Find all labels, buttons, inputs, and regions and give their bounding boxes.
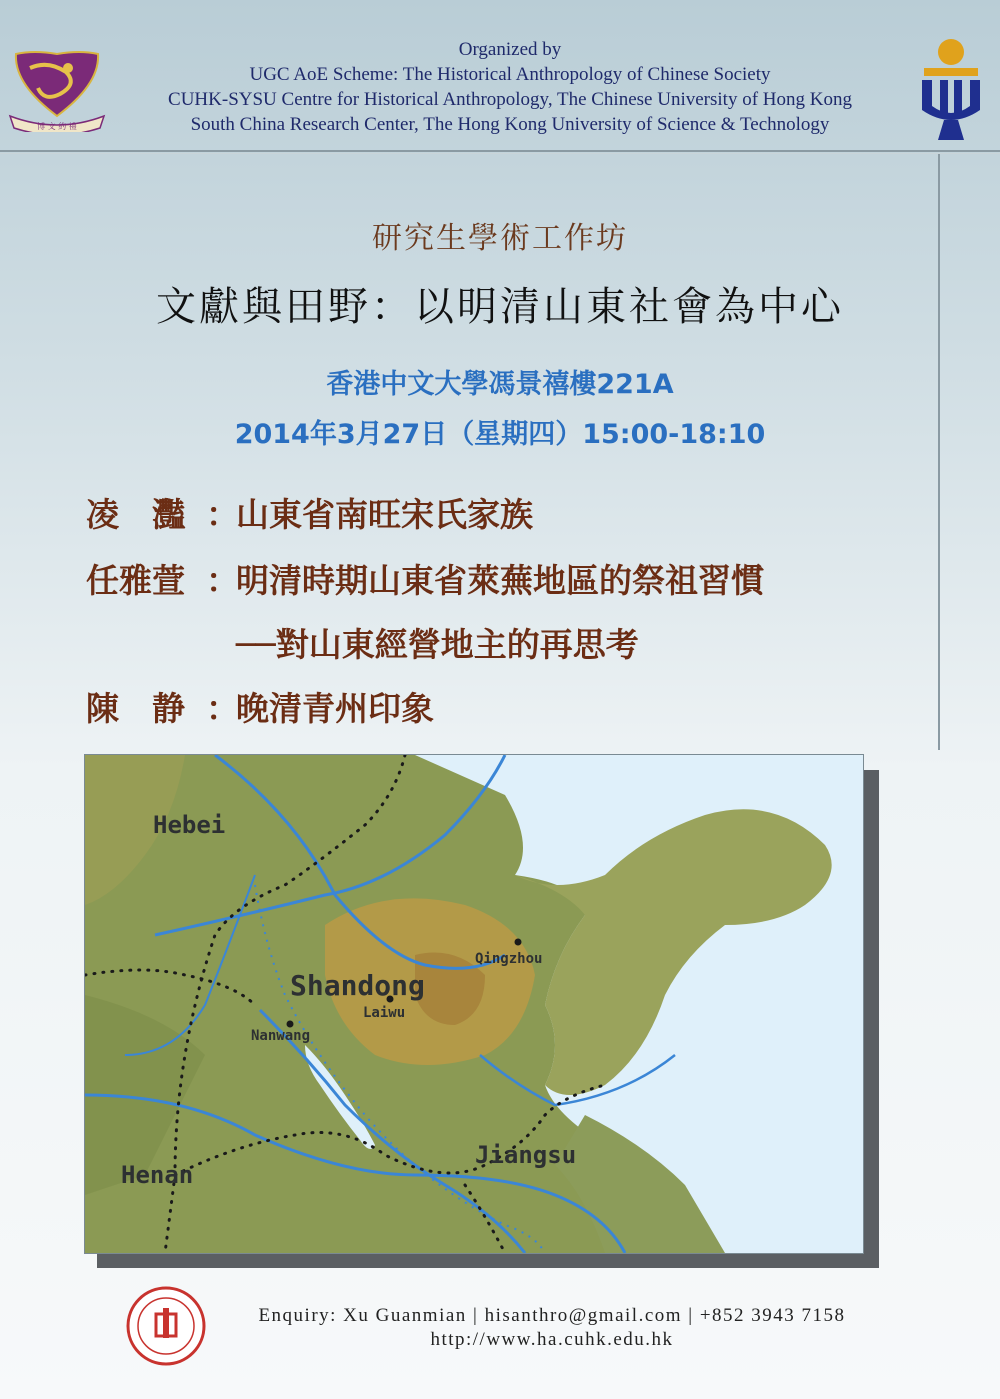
talk-1: [86, 489, 533, 536]
topic-1: 山東省南旺宋氏家族: [236, 495, 533, 534]
organizer-line-2: CUHK-SYSU Centre for Historical Anthropology, The Chinese University of Hong Kong: [168, 89, 852, 110]
shandong-map: [84, 754, 864, 1254]
map-graphic: [85, 755, 863, 1253]
speaker-3: 陳 静: [86, 689, 185, 728]
header-divider: [0, 150, 1000, 152]
hkust-logo-icon: [918, 38, 984, 142]
label-henan: Henan: [121, 1161, 194, 1189]
nanwang-marker: [287, 1021, 294, 1028]
event-subtitle: 研究生學術工作坊: [372, 221, 628, 256]
enquiry-line: Enquiry: Xu Guanmian | hisanthro@gmail.com | +852 3943 7158: [258, 1305, 846, 1326]
organized-by: Organized by: [458, 39, 562, 60]
separator: ：: [206, 495, 239, 534]
talk-2: [86, 555, 764, 602]
cuhk-crest-icon: [8, 50, 106, 132]
header: [0, 0, 1000, 150]
svg-text:博 文 約 禮: 博 文 約 禮: [37, 122, 77, 131]
website-url[interactable]: http://www.ha.cuhk.edu.hk: [430, 1329, 674, 1350]
event-title: 文獻與田野：以明清山東社會為中心: [156, 284, 844, 330]
event-venue: 香港中文大學馮景禧樓221A: [326, 369, 674, 400]
label-nanwang: Nanwang: [251, 1028, 311, 1044]
footer-contact: [232, 1304, 872, 1352]
label-jiangsu: Jiangsu: [475, 1141, 577, 1169]
event-datetime: 2014年3月27日（星期四）15:00-18:10: [234, 419, 766, 450]
topic-3: 晚清青州印象: [236, 689, 434, 728]
topic-2-subtitle: ──對山東經營地主的再思考: [236, 625, 639, 664]
header-divider-light: [0, 153, 1000, 154]
speaker-2: 任雅萱: [86, 561, 185, 600]
organizer-line-3: South China Research Center, The Hong Kong University of Science & Technology: [190, 114, 830, 135]
separator: ：: [206, 561, 239, 600]
historical-anthropology-seal-icon: [126, 1286, 206, 1366]
label-hebei: Hebei: [153, 811, 226, 839]
label-shandong: Shandong: [290, 969, 425, 1002]
talk-3: [86, 683, 434, 730]
qingzhou-marker: [515, 939, 522, 946]
speaker-1: 凌 灩: [86, 495, 185, 534]
organizer-line-1: UGC AoE Scheme: The Historical Anthropology of Chinese Society: [249, 64, 771, 85]
topic-2: 明清時期山東省萊蕪地區的祭祖習慣: [236, 561, 764, 600]
label-laiwu: Laiwu: [363, 1005, 406, 1021]
separator: ：: [206, 689, 239, 728]
label-qingzhou: Qingzhou: [475, 951, 543, 967]
